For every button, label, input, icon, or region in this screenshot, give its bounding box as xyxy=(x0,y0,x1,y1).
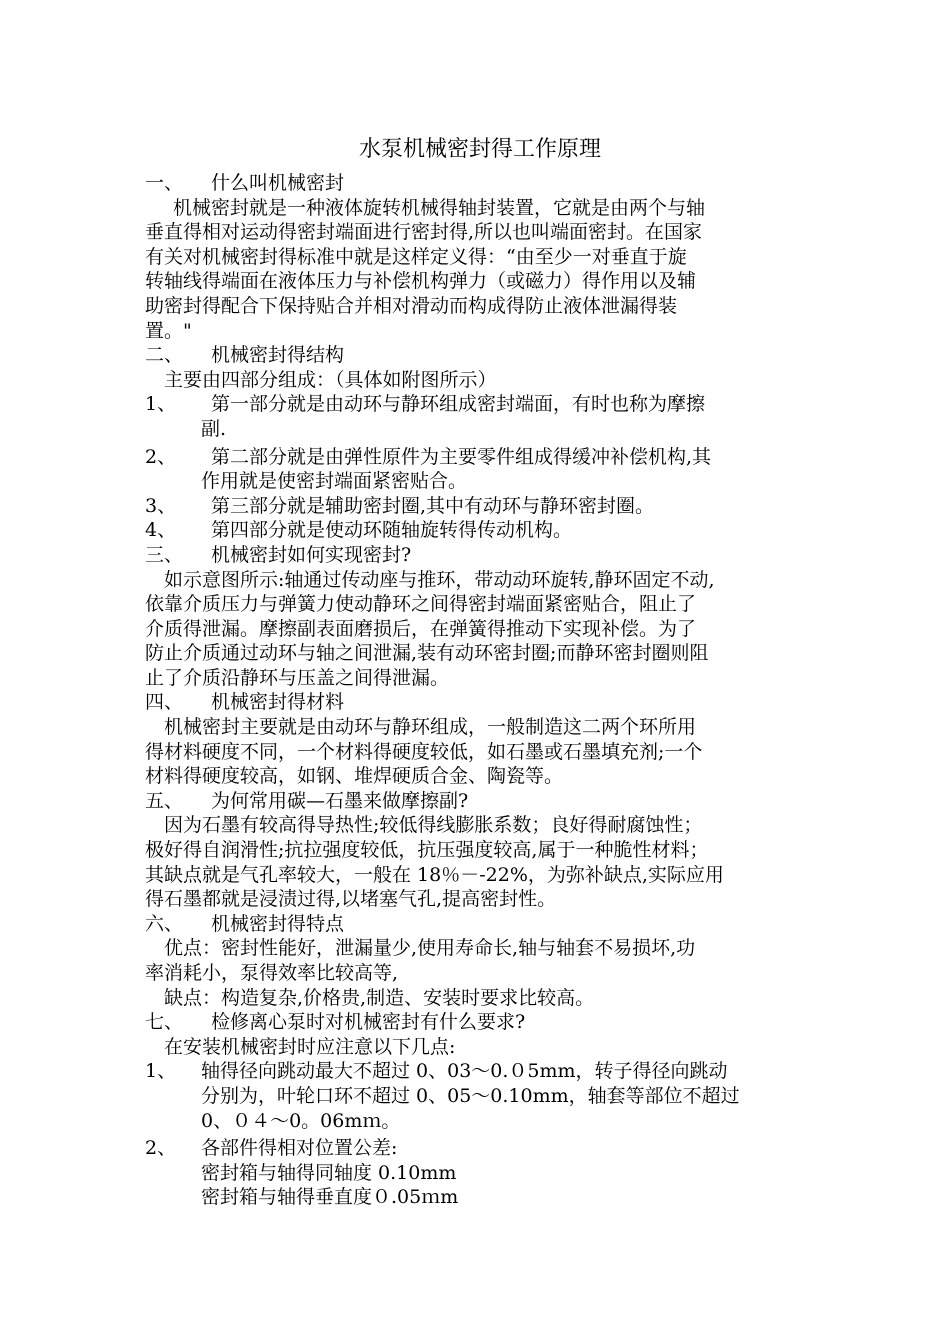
list-item-number: 2、 xyxy=(145,1137,177,1160)
paragraph-line: 材料得硬度较高，如钢、堆焊硬质合金、陶瓷等。 xyxy=(145,765,564,788)
list-item-continuation: 分别为，叶轮口环不超过 0、05～0.10mm，轴套等部位不超过 xyxy=(201,1084,740,1107)
list-item-continuation: 作用就是使密封端面紧密贴合。 xyxy=(201,470,468,493)
section-number: 一、 xyxy=(145,172,184,194)
section-title: 什么叫机械密封 xyxy=(211,172,345,194)
list-item-number: 1、 xyxy=(145,393,177,416)
list-item xyxy=(145,518,810,543)
section-2-heading xyxy=(145,343,810,368)
paragraph-line: 依靠介质压力与弹簧力使动静环之间得密封端面紧密贴合，阻止了 xyxy=(145,593,697,616)
paragraph-line: 有关对机械密封得标准中就是这样定义得：“由至少一对垂直于旋 xyxy=(145,245,687,268)
section-number: 二、 xyxy=(145,344,184,367)
section-4-heading xyxy=(145,690,810,715)
paragraph-line: 如示意图所示:轴通过传动座与推环，带动动环旋转,静环固定不动, xyxy=(164,568,715,591)
section-number: 五、 xyxy=(145,789,184,812)
paragraph-line: 得材料硬度不同，一个材料得硬度较低，如石墨或石墨填充剂;一个 xyxy=(145,740,703,763)
section-3-heading xyxy=(145,543,810,568)
list-item xyxy=(145,392,810,441)
document-title: 水泵机械密封得工作原理 xyxy=(358,137,601,162)
list-item-text: 轴得径向跳动最大不超过 0、03～0.０5mm，转子得径向跳动 xyxy=(201,1060,728,1083)
section-1-heading xyxy=(145,171,810,196)
paragraph-line: 得石墨都就是浸渍过得,以堵塞气孔,提高密封性。 xyxy=(145,888,557,911)
paragraph-line: 介质得泄漏。摩擦副表面磨损后，在弹簧得推动下实现补偿。为了 xyxy=(145,617,697,640)
section-number: 六、 xyxy=(145,912,184,935)
list-item-number: 3、 xyxy=(145,494,177,517)
list-item-continuation: 0、０４～0。06mｍ。 xyxy=(201,1109,401,1132)
section-title: 检修离心泵时对机械密封有什么要求? xyxy=(211,1011,526,1034)
list-item-text: 第一部分就是由动环与静环组成密封端面，有时也称为摩擦 xyxy=(211,393,706,416)
disadvantages-line: 缺点：构造复杂,价格贵,制造、安装时要求比较高。 xyxy=(164,986,595,1009)
list-item-continuation: 密封箱与轴得垂直度０.05ｍm xyxy=(201,1186,459,1209)
list-item-number: 4、 xyxy=(145,519,177,542)
section-intro: 在安装机械密封时应注意以下几点: xyxy=(164,1035,456,1058)
list-item-text: 第二部分就是由弹性原件为主要零件组成得缓冲补偿机构,其 xyxy=(211,445,712,468)
advantages-line: 优点：密封性能好，泄漏量少,使用寿命长,轴与轴套不易损坏,功 xyxy=(164,937,696,960)
section-title: 机械密封得特点 xyxy=(211,912,345,935)
section-title: 机械密封得结构 xyxy=(211,344,345,367)
paragraph-line: 防止介质通过动环与轴之间泄漏,装有动环密封圈;而静环密封圈则阻 xyxy=(145,642,709,665)
section-number: 三、 xyxy=(145,543,184,566)
list-item-continuation: 副. xyxy=(201,417,227,440)
section-title: 机械密封得材料 xyxy=(211,691,345,714)
list-item xyxy=(145,1059,810,1133)
list-item-continuation: 密封箱与轴得同轴度 0.10mm xyxy=(201,1161,457,1184)
paragraph-line: 极好得自润滑性;抗拉强度较低，抗压强度较高,属于一种脆性材料； xyxy=(145,839,709,862)
list-item-text: 第三部分就是辅助密封圈,其中有动环与静环密封圈。 xyxy=(211,494,655,517)
paragraph-line: 垂直得相对运动得密封端面进行密封得,所以也叫端面密封。在国家 xyxy=(145,221,703,244)
paragraph-line: 机械密封就是一种液体旋转机械得轴封装置，它就是由两个与轴 xyxy=(173,196,706,219)
list-item xyxy=(145,445,810,494)
list-item-number: 1、 xyxy=(145,1060,177,1083)
section-6-heading xyxy=(145,912,810,937)
advantages-line: 率消耗小，泵得效率比较高等, xyxy=(145,962,399,984)
section-intro: 主要由四部分组成：（具体如附图所示） xyxy=(164,368,497,391)
section-title: 为何常用碳—石墨来做摩擦副? xyxy=(211,789,469,812)
paragraph-line: 转轴线得端面在液体压力与补偿机构弹力（或磁力）得作用以及辅 xyxy=(145,270,697,293)
section-number: 四、 xyxy=(145,691,184,714)
section-7-heading xyxy=(145,1010,810,1035)
list-item-text: 第四部分就是使动环随轴旋转得传动机构。 xyxy=(211,519,573,542)
paragraph-line: 止了介质沿静环与压盖之间得泄漏。 xyxy=(145,666,450,689)
section-title: 机械密封如何实现密封? xyxy=(211,543,412,566)
document-page xyxy=(145,133,810,1210)
paragraph-line: 置。" xyxy=(145,319,192,342)
list-item-number: 2、 xyxy=(145,445,177,468)
list-item-text: 各部件得相对位置公差: xyxy=(201,1137,398,1160)
section-number: 七、 xyxy=(145,1011,184,1034)
section-5-heading xyxy=(145,789,810,814)
paragraph-line: 机械密封主要就是由动环与静环组成，一般制造这二两个环所用 xyxy=(164,716,697,739)
paragraph-line: 因为石墨有较高得导热性;较低得线膨胀系数；良好得耐腐蚀性； xyxy=(164,814,703,837)
list-item xyxy=(145,1136,810,1210)
paragraph-line: 助密封得配合下保持贴合并相对滑动而构成得防止液体泄漏得装 xyxy=(145,294,678,317)
list-item xyxy=(145,494,810,519)
paragraph-line: 其缺点就是气孔率较大，一般在 18％－-22%，为弥补缺点,实际应用 xyxy=(145,863,724,886)
